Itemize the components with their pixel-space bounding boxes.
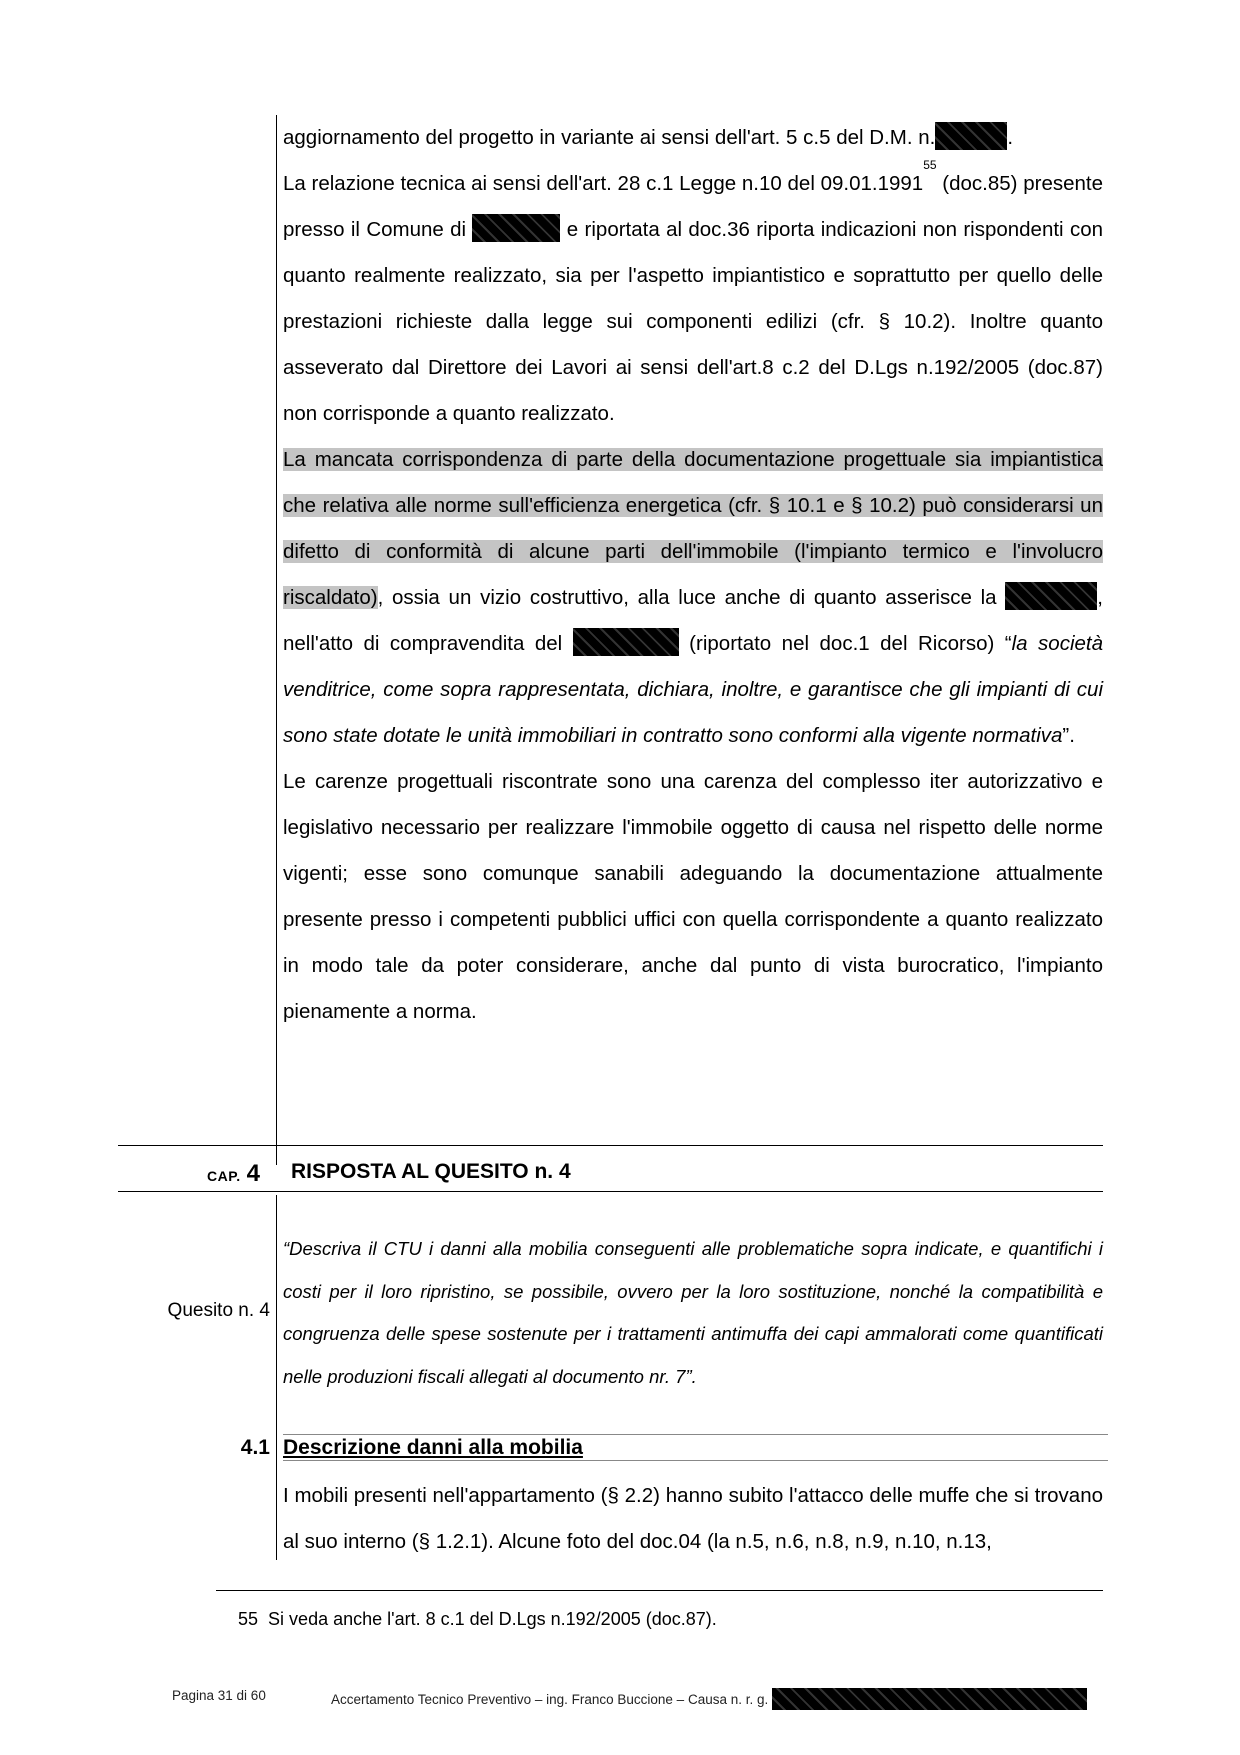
footer-document-title: Accertamento Tecnico Preventivo – ing. Franco Buccione – Causa n. r. g. — [331, 1688, 1087, 1710]
paragraph-4: Le carenze progettuali riscontrate sono una carenza del complesso iter autorizzativo e legislativo necessario per realizzare l'immobile oggetto di causa nel rispetto delle norme vigenti; esse sono comunque sanabili adeguando la documentazione attualmente presente presso i competenti pubblici uffici con quella corrispondente a quanto realizzato in modo tale da poter considerare, anche dal punto di vista burocratico, l'impianto pienamente a norma. — [283, 770, 1103, 1023]
footnote-number: 55 — [238, 1609, 259, 1629]
chapter-label: CAP. 4 — [206, 1160, 260, 1187]
margin-rule-bottom — [276, 1195, 277, 1560]
redacted-block — [772, 1688, 1087, 1710]
chapter-rule-top — [118, 1145, 1103, 1146]
footnote-reference[interactable]: 55 — [923, 158, 937, 172]
redacted-block — [472, 214, 560, 242]
redacted-block — [573, 628, 679, 656]
quesito-label: Quesito n. 4 — [167, 1300, 270, 1321]
quesito-text: “Descriva il CTU i danni alla mobilia conseguenti alle problematiche sopra indicate, e quantifichi i costi per il loro ripristino, se possibile, ovvero per la loro sostituzione, nonché la compatibilità e congruenza delle spese sostenute per i trattamenti antimuffa dei capi ammalorati come quantificati nelle produzioni fiscali allegati al documento nr. 7”. — [283, 1238, 1103, 1387]
body-text — [283, 115, 1103, 1035]
chapter-number: 4 — [246, 1160, 260, 1187]
chapter-title: RISPOSTA AL QUESITO n. 4 — [291, 1160, 571, 1183]
section-rule-bottom — [283, 1460, 1108, 1461]
highlighted-text: La mancata corrispondenza di parte della documentazione progettuale sia impiantistica che relativa alle norme sull'efficienza energetica (cfr. § 10.1 e § 10.2) può considerarsi un difetto di conformità di alcune parti dell'immobile (l'impianto termico e l'involucro riscaldato) — [283, 448, 1103, 609]
section-text: I mobili presenti nell'appartamento (§ 2.2) hanno subito l'attacco delle muffe che si trovano al suo interno (§ 1.2.1). Alcune foto del doc.04 (la n.5, n.6, n.8, n.9, n.10, n.13, — [283, 1484, 1103, 1553]
section-title: Descrizione danni alla mobilia — [283, 1436, 583, 1459]
paragraph-3: La mancata corrispondenza di parte della documentazione progettuale sia impiantistica che relativa alle norme sull'efficienza energetica (cfr. § 10.1 e § 10.2) può considerarsi un difetto di conformità di alcune parti dell'immobile (l'impianto termico e l'involucro riscaldato), ossia un vizio costruttivo, alla luce anche di quanto asserisce la , nell'atto di compravendita del (riportato nel doc.1 del Ricorso) “la società venditrice, come sopra rappresentata, dichiara, inoltre, e garantisce che gli impianti di cui sono state dotate le unità immobiliari in contratto sono conformi alla vigente normativa”. — [283, 448, 1103, 747]
section-rule-top — [283, 1434, 1108, 1435]
footnote — [238, 1609, 717, 1630]
footnote-text: Si veda anche l'art. 8 c.1 del D.Lgs n.192/2005 (doc.87). — [268, 1609, 717, 1629]
quoted-text: la società venditrice, come sopra rappresentata, dichiara, inoltre, e garantisce che gli impianti di cui sono state dotate le unità immobiliari in contratto sono conformi alla vigente normativa — [283, 632, 1103, 747]
section-number: 4.1 — [240, 1436, 270, 1459]
paragraph-2: La relazione tecnica ai sensi dell'art. 28 c.1 Legge n.10 del 09.01.1991$^{55}$ (doc.85) presente presso il Comune di e riportata al doc.36 riporta indicazioni non rispondenti con quanto realmente realizzato, sia per l'aspetto impiantistico e soprattutto per quello delle prestazioni richieste dalla legge sui componenti edilizi (cfr. § 10.2). Inoltre quanto asseverato dal Direttore dei Lavori ai sensi dell'art.8 c.2 del D.Lgs n.192/2005 (doc.87) non corrisponde a quanto realizzato. — [283, 158, 1103, 425]
margin-rule-top — [276, 115, 277, 1165]
paragraph-1: aggiornamento del progetto in variante ai sensi dell'art. 5 c.5 del D.M. n. . — [283, 115, 1103, 161]
redacted-block — [935, 122, 1007, 150]
chapter-rule-bottom — [118, 1191, 1103, 1192]
page-number: Pagina 31 di 60 — [172, 1688, 266, 1703]
redacted-block — [1005, 582, 1097, 610]
footnote-separator — [216, 1590, 1103, 1591]
